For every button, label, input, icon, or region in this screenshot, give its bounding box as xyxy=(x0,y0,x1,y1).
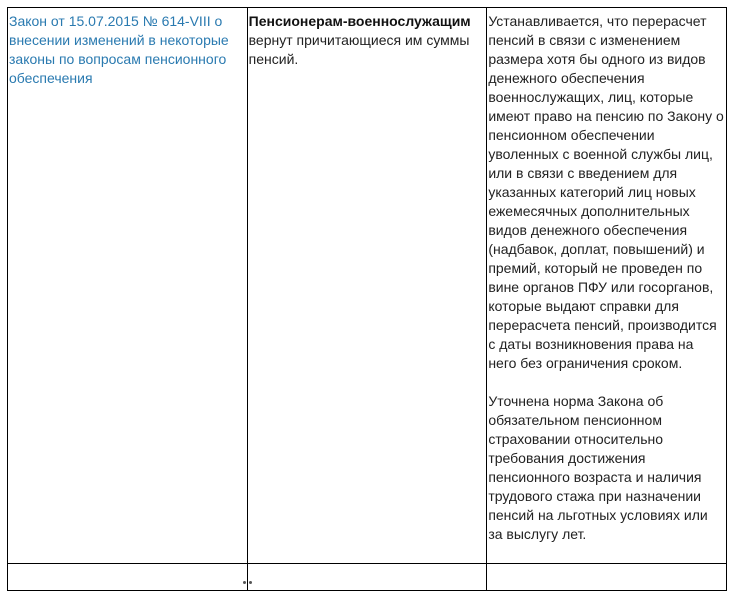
cut-off-text-fragment xyxy=(243,581,246,584)
summary-cell-next xyxy=(247,564,487,591)
summary-title: Пенсионерам-военнослужащим xyxy=(248,13,471,29)
table-row xyxy=(8,8,727,564)
law-link[interactable]: Закон от 15.07.2015 № 614-VIII о внесении изменений в некоторые законы по вопросам пенсионного обеспечения xyxy=(9,13,229,86)
cut-off-text-fragment xyxy=(249,581,252,584)
description-paragraph: Устанавливается, что перерасчет пенсий в связи с изменением размера хотя бы одного из видов денежного обеспечения военнослужащих, лиц, которые имеют право на пенсию по Закону о пенсионном обеспечении уволенных с военной службы лиц, или в связи с введением для указанных категорий лиц новых ежемесячных дополнительных видов денежного обеспечения (надбавок, доплат, повышений) и премий, который не проведен по вине органов ПФУ или госорганов, которые выдают справки для перерасчета пенсий, производится с даты возникновения права на него без ограничения сроком. xyxy=(488,13,724,371)
law-cell xyxy=(8,8,248,564)
table-row xyxy=(8,564,727,591)
summary-text: вернут причитающиеся им суммы пенсий. xyxy=(248,32,470,67)
description-cell xyxy=(487,8,727,564)
summary-cell xyxy=(247,8,487,564)
law-cell-next xyxy=(8,564,248,591)
legislation-table xyxy=(7,7,727,591)
description-cell-next xyxy=(487,564,727,591)
description-paragraph: Уточнена норма Закона об обязательном пенсионном страховании относительно требования достижения пенсионного возраста и наличия трудового стажа при назначении пенсий на льготных условиях или за выслугу лет. xyxy=(488,393,708,542)
